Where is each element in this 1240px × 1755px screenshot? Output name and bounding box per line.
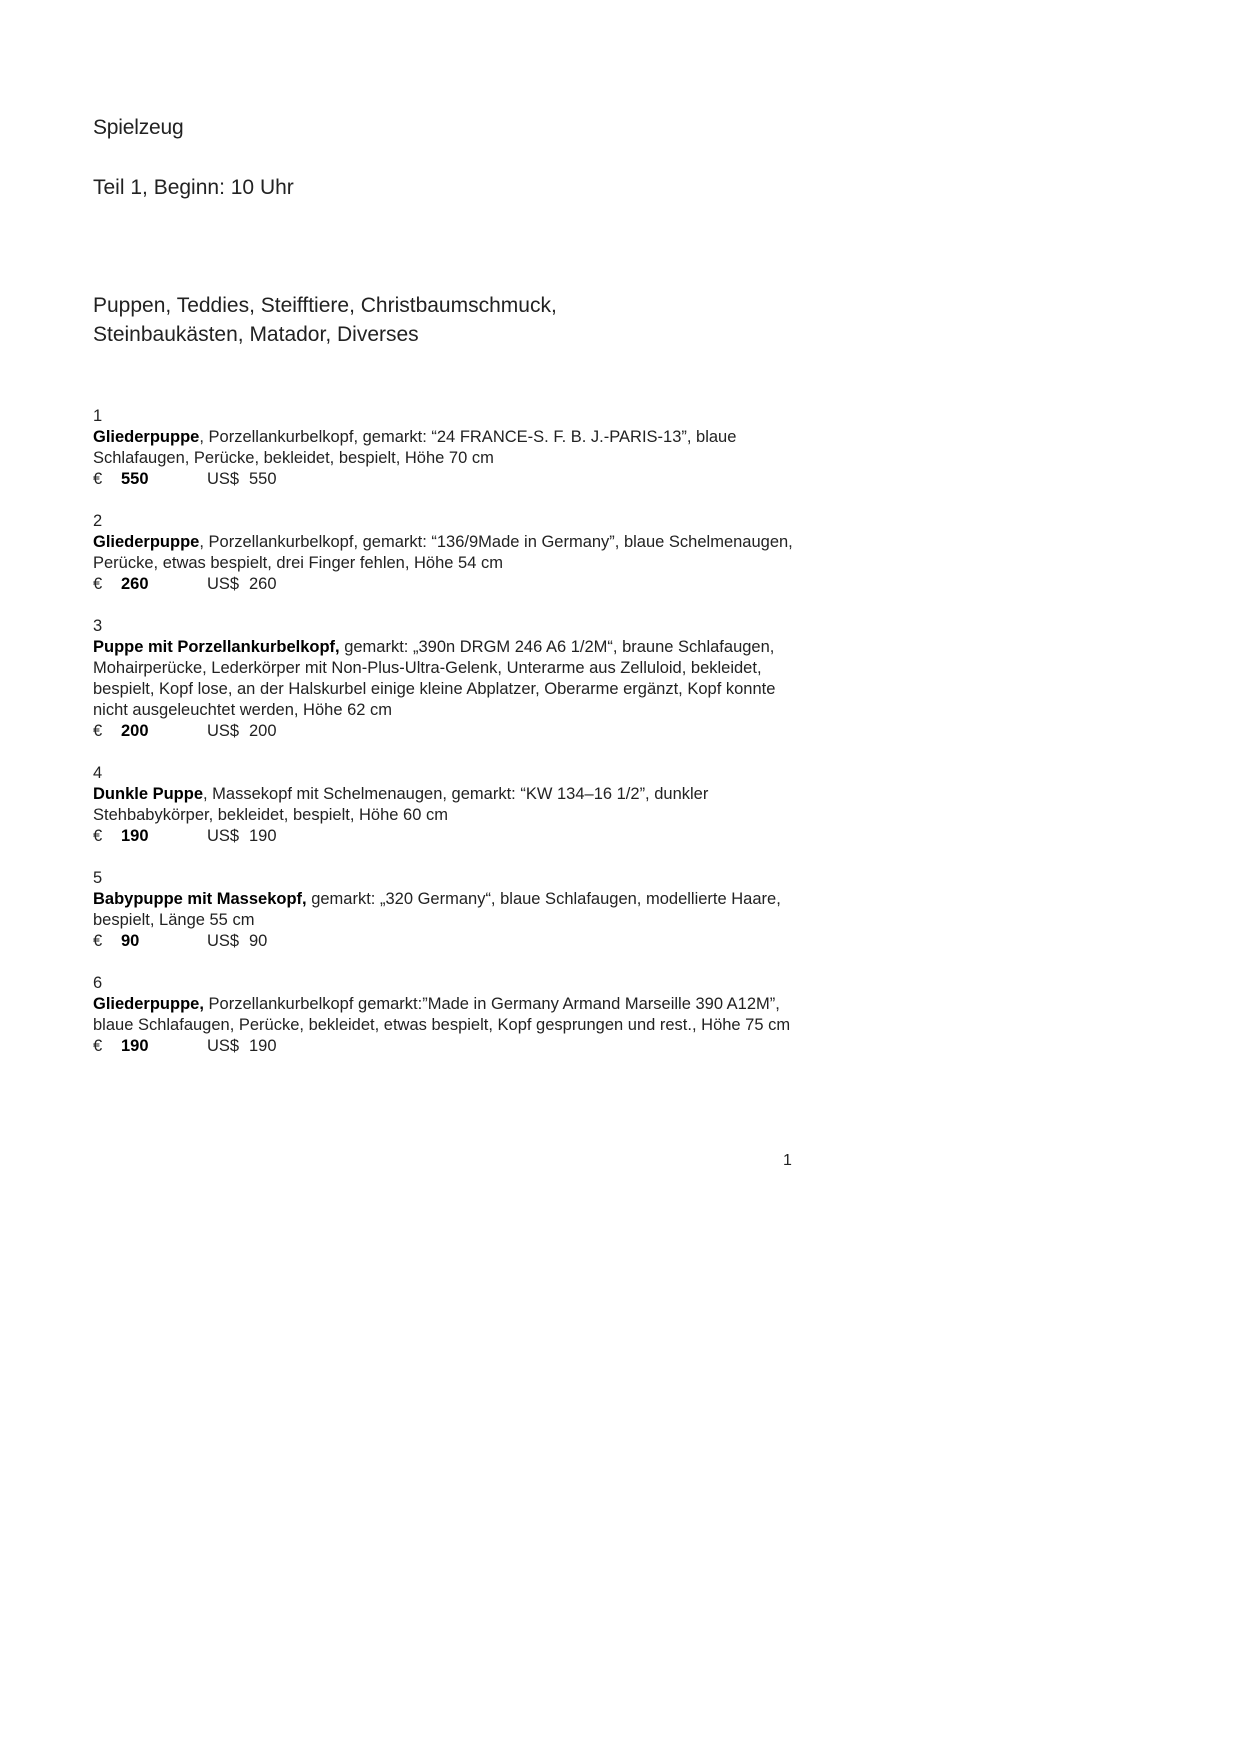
price-eur: 550: [121, 470, 149, 488]
lot-description: [93, 637, 793, 721]
price-row: [93, 721, 793, 742]
price-usd: 260: [249, 575, 277, 593]
price-row: [93, 931, 793, 952]
lot-entry: [93, 868, 793, 952]
price-usd: 200: [249, 722, 277, 740]
price-row: [93, 574, 793, 595]
price-eur: 190: [121, 1037, 149, 1055]
lot-details: , Porzellankurbelkopf, gemarkt: “136/9Made in Germany”, blaue Schelmenaugen, Perücke, etwas bespielt, drei Finger fehlen, Höhe 54 cm: [93, 533, 793, 572]
lot-details: gemarkt: „390n DRGM 246 A6 1/2M“, braune Schlafaugen, Mohairperücke, Lederkörper mit Non-Plus-Ultra-Gelenk, Unterarme aus Zelluloid, bekleidet, bespielt, Kopf lose, an der Halskurbel einige kleine Abplatzer, Oberarme ergänzt, Kopf konnte nicht ausgeleuchtet werden, Höhe 62 cm: [93, 638, 776, 719]
price-usd: 90: [249, 932, 268, 950]
price-row: [93, 826, 793, 847]
lot-number: 1: [93, 407, 103, 425]
usd-symbol: US$: [207, 827, 240, 845]
usd-symbol: US$: [207, 722, 240, 740]
lot-name: Gliederpuppe: [93, 428, 200, 446]
euro-symbol: €: [93, 575, 103, 593]
price-eur: 200: [121, 722, 149, 740]
lot-description: [93, 994, 793, 1036]
lot-details: Porzellankurbelkopf gemarkt:”Made in Germany Armand Marseille 390 A12M”, blaue Schlafaugen, Perücke, bekleidet, etwas bespielt, Kopf gesprungen und rest., Höhe 75 cm: [93, 995, 791, 1034]
lot-number: 3: [93, 617, 103, 635]
lot-entry: [93, 406, 793, 490]
lot-list: [93, 406, 793, 1078]
category-line-2: Steinbaukästen, Matador, Diverses: [93, 323, 419, 346]
lot-number: 5: [93, 869, 103, 887]
price-usd: 550: [249, 470, 277, 488]
lot-description: [93, 784, 793, 826]
price-usd: 190: [249, 827, 277, 845]
session-info: Teil 1, Beginn: 10 Uhr: [93, 176, 294, 199]
price-usd: 190: [249, 1037, 277, 1055]
lot-name: Gliederpuppe,: [93, 995, 204, 1013]
lot-number: 6: [93, 974, 103, 992]
lot-entry: [93, 616, 793, 742]
price-eur: 190: [121, 827, 149, 845]
euro-symbol: €: [93, 932, 103, 950]
page-title: Spielzeug: [93, 116, 184, 139]
lot-description: [93, 532, 793, 574]
price-eur: 260: [121, 575, 149, 593]
lot-entry: [93, 511, 793, 595]
lot-name: Dunkle Puppe: [93, 785, 204, 803]
lot-details: , Massekopf mit Schelmenaugen, gemarkt: “KW 134–16 1/2”, dunkler Stehbabykörper, bekleidet, bespielt, Höhe 60 cm: [93, 785, 709, 824]
lot-details: gemarkt: „320 Germany“, blaue Schlafaugen, modellierte Haare, bespielt, Länge 55 cm: [93, 890, 781, 929]
category-heading: [93, 291, 557, 349]
lot-entry: [93, 763, 793, 847]
usd-symbol: US$: [207, 932, 240, 950]
category-line-1: Puppen, Teddies, Steifftiere, Christbaumschmuck,: [93, 294, 557, 317]
lot-entry: [93, 973, 793, 1057]
euro-symbol: €: [93, 722, 103, 740]
usd-symbol: US$: [207, 575, 240, 593]
page-number: 1: [783, 1152, 792, 1169]
price-row: [93, 469, 793, 490]
lot-name: Babypuppe mit Massekopf,: [93, 890, 307, 908]
usd-symbol: US$: [207, 1037, 240, 1055]
lot-name: Gliederpuppe: [93, 533, 200, 551]
price-row: [93, 1036, 793, 1057]
lot-description: [93, 427, 793, 469]
lot-details: , Porzellankurbelkopf, gemarkt: “24 FRANCE-S. F. B. J.-PARIS-13”, blaue Schlafaugen, Perücke, bekleidet, bespielt, Höhe 70 cm: [93, 428, 737, 467]
usd-symbol: US$: [207, 470, 240, 488]
euro-symbol: €: [93, 1037, 103, 1055]
lot-name: Puppe mit Porzellankurbelkopf,: [93, 638, 340, 656]
euro-symbol: €: [93, 470, 103, 488]
euro-symbol: €: [93, 827, 103, 845]
lot-description: [93, 889, 793, 931]
lot-number: 4: [93, 764, 103, 782]
price-eur: 90: [121, 932, 140, 950]
lot-number: 2: [93, 512, 103, 530]
